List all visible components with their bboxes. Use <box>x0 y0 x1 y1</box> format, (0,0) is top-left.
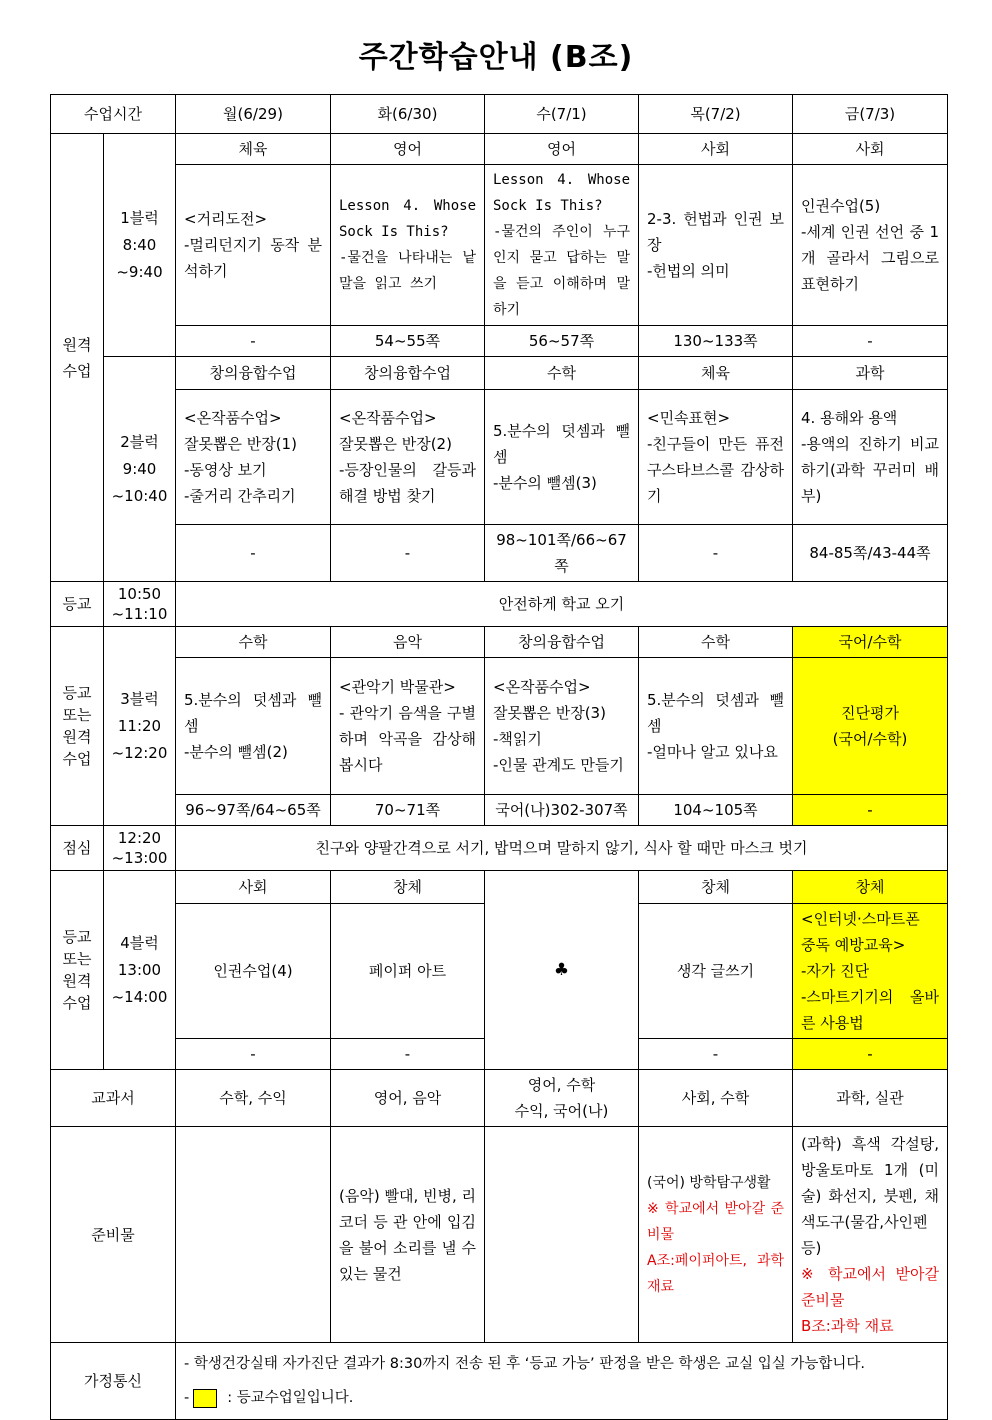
lesson-content: 2-3. 헌법과 인권 보장 -헌법의 의미 <box>639 165 793 326</box>
weekly-schedule-table <box>50 94 948 1420</box>
supplies-wed <box>485 1127 639 1343</box>
textbook-item: 과학, 실관 <box>793 1070 948 1127</box>
lesson-content: Lesson 4. Whose Sock Is This? -물건을 나타내는 낱말을 읽고 쓰기 <box>331 165 485 326</box>
header-day: 목(7/2) <box>639 95 793 134</box>
lesson-content-highlighted: 진단평가 (국어/수학) <box>793 658 948 795</box>
lesson-content: 5.분수의 덧셈과 뺄셈 -분수의 뺄셈(2) <box>176 658 331 795</box>
subject-cell: 창의융합수업 <box>176 357 331 390</box>
page-range: 국어(나)302-307쪽 <box>485 795 639 826</box>
arrival-text: 안전하게 학교 오기 <box>176 582 948 627</box>
lesson-content: 4. 용해와 용액 -용액의 진하기 비교하기(과학 꾸러미 배부) <box>793 390 948 525</box>
page-range: - <box>793 326 948 357</box>
subject-cell: 수학 <box>485 357 639 390</box>
lesson-content: 5.분수의 덧셈과 뺄셈 -얼마나 알고 있나요 <box>639 658 793 795</box>
supplies-fri <box>793 1127 948 1343</box>
page-range: 98~101쪽/66~67쪽 <box>485 525 639 582</box>
lesson-content: <온작품수업> 잘못뽑은 반장(2) -등장인물의 갈등과 해결 방법 찾기 <box>331 390 485 525</box>
textbook-item: 영어, 음악 <box>331 1070 485 1127</box>
page-range: - <box>176 1039 331 1070</box>
lesson-content-highlighted: <인터넷·스마트폰 중독 예방교육> -자가 진단 -스마트기기의 올바른 사용법 <box>793 904 948 1039</box>
supplies-text: (국어) 방학탐구생활 <box>647 1174 771 1191</box>
subject-cell: 사회 <box>639 134 793 165</box>
mixed-class-label: 등교 또는 원격 수업 <box>51 627 104 826</box>
notice-content <box>176 1343 948 1420</box>
subject-cell: 창체 <box>639 871 793 904</box>
block2-label: 2블럭 9:40 ~10:40 <box>104 357 176 582</box>
header-day: 월(6/29) <box>176 95 331 134</box>
lesson-content: <관악기 박물관> - 관악기 음색을 구별하며 악곡을 감상해봅시다 <box>331 658 485 795</box>
highlight-legend-swatch <box>193 1389 217 1408</box>
notice-dash: - <box>184 1390 190 1406</box>
arrival-time: 10:50 ~11:10 <box>104 582 176 627</box>
header-day: 화(6/30) <box>331 95 485 134</box>
block1-label: 1블럭 8:40 ~9:40 <box>104 134 176 357</box>
textbook-label: 교과서 <box>51 1070 176 1127</box>
supplies-text: (미술) 화선지, 붓펜, 채색도구(물감,사인펜 등) <box>801 1160 939 1257</box>
textbook-item: 영어, 수학 수익, 국어(나) <box>485 1070 639 1127</box>
subject-cell: 영어 <box>485 134 639 165</box>
block3-label: 3블럭 11:20 ~12:20 <box>104 627 176 826</box>
lesson-content: 페이퍼 아트 <box>331 904 485 1039</box>
page-range: 96~97쪽/64~65쪽 <box>176 795 331 826</box>
lesson-content: <온작품수업> 잘못뽑은 반장(1) -동영상 보기 -줄거리 간추리기 <box>176 390 331 525</box>
subject-cell: 체육 <box>176 134 331 165</box>
lesson-content: 5.분수의 덧셈과 뺄셈 -분수의 뺄셈(3) <box>485 390 639 525</box>
page-range: - <box>176 525 331 582</box>
page-range: - <box>331 1039 485 1070</box>
notice-legend-text: : 등교수업일입니다. <box>227 1390 354 1406</box>
lesson-content: <거리도전> -멀리던지기 동작 분석하기 <box>176 165 331 326</box>
subject-cell: 영어 <box>331 134 485 165</box>
lesson-content: <온작품수업> 잘못뽑은 반장(3) -책읽기 -인물 관계도 만들기 <box>485 658 639 795</box>
supplies-note-red: B조:과학 재료 <box>801 1316 894 1335</box>
lunch-time: 12:20 ~13:00 <box>104 826 176 871</box>
notice-line: - 학생건강실태 자가진단 결과가 8:30까지 전송 된 후 ‘등교 가능’ 판정을 받은 학생은 교실 입실 가능합니다. <box>184 1356 866 1372</box>
lunch-text: 친구와 양팔간격으로 서기, 밥먹으며 말하지 않기, 식사 할 때만 마스크 벗기 <box>176 826 948 871</box>
supplies-mon <box>176 1127 331 1343</box>
subject-cell: 음악 <box>331 627 485 658</box>
textbook-item: 사회, 수학 <box>639 1070 793 1127</box>
lesson-content: 인권수업(4) <box>176 904 331 1039</box>
page-range-highlighted: - <box>793 1039 948 1070</box>
subject-cell: 사회 <box>793 134 948 165</box>
page-range: 104~105쪽 <box>639 795 793 826</box>
club-icon: ♣ <box>485 871 639 1070</box>
block4-label: 4블럭 13:00 ~14:00 <box>104 871 176 1070</box>
subject-cell: 체육 <box>639 357 793 390</box>
page-range-highlighted: - <box>793 795 948 826</box>
subject-cell: 수학 <box>176 627 331 658</box>
page-range: 54~55쪽 <box>331 326 485 357</box>
header-day: 수(7/1) <box>485 95 639 134</box>
page-range: 70~71쪽 <box>331 795 485 826</box>
supplies-note-red: ※ 학교에서 받아갈 준비물 <box>801 1264 939 1309</box>
mixed-class-label: 등교 또는 원격 수업 <box>51 871 104 1070</box>
subject-cell: 창의융합수업 <box>331 357 485 390</box>
subject-cell: 창체 <box>331 871 485 904</box>
page-range: - <box>639 1039 793 1070</box>
page-title: 주간학습안내 (B조) <box>358 40 634 75</box>
notice-label: 가정통신 <box>51 1343 176 1420</box>
page-range: - <box>639 525 793 582</box>
lesson-content: Lesson 4. Whose Sock Is This? -물건의 주인이 누구인지 묻고 답하는 말을 듣고 이해하며 말하기 <box>485 165 639 326</box>
lesson-content: 생각 글쓰기 <box>639 904 793 1039</box>
supplies-note-red: ※ 학교에서 받아갈 준비물 <box>647 1200 784 1243</box>
lesson-content: <민속표현> -친구들이 만든 퓨전구스타브스콜 감상하기 <box>639 390 793 525</box>
supplies-text: (과학) 흑색 각설탕, 방울토마토 1개 <box>801 1134 939 1179</box>
page-range: - <box>176 326 331 357</box>
subject-cell: 과학 <box>793 357 948 390</box>
subject-cell: 사회 <box>176 871 331 904</box>
notice-line <box>184 1381 939 1415</box>
textbook-item: 수학, 수익 <box>176 1070 331 1127</box>
supplies-note-red: A조:페이퍼아트, 과학 재료 <box>647 1252 784 1295</box>
page-range: 84-85쪽/43-44쪽 <box>793 525 948 582</box>
header-day: 금(7/3) <box>793 95 948 134</box>
supplies-tue: (음악) 빨대, 빈병, 리코더 등 관 안에 입김을 불어 소리를 낼 수 있는 물건 <box>331 1127 485 1343</box>
arrival-label: 등교 <box>51 582 104 627</box>
supplies-label: 준비물 <box>51 1127 176 1343</box>
supplies-thu <box>639 1127 793 1343</box>
lesson-content: 인권수업(5) -세계 인권 선언 중 1개 골라서 그림으로 표현하기 <box>793 165 948 326</box>
subject-cell-highlighted: 국어/수학 <box>793 627 948 658</box>
page-range: - <box>331 525 485 582</box>
header-time: 수업시간 <box>51 95 176 134</box>
subject-cell: 창의융합수업 <box>485 627 639 658</box>
page-range: 130~133쪽 <box>639 326 793 357</box>
subject-cell-highlighted: 창체 <box>793 871 948 904</box>
page-range: 56~57쪽 <box>485 326 639 357</box>
subject-cell: 수학 <box>639 627 793 658</box>
remote-class-label: 원격 수업 <box>51 134 104 582</box>
lunch-label: 점심 <box>51 826 104 871</box>
